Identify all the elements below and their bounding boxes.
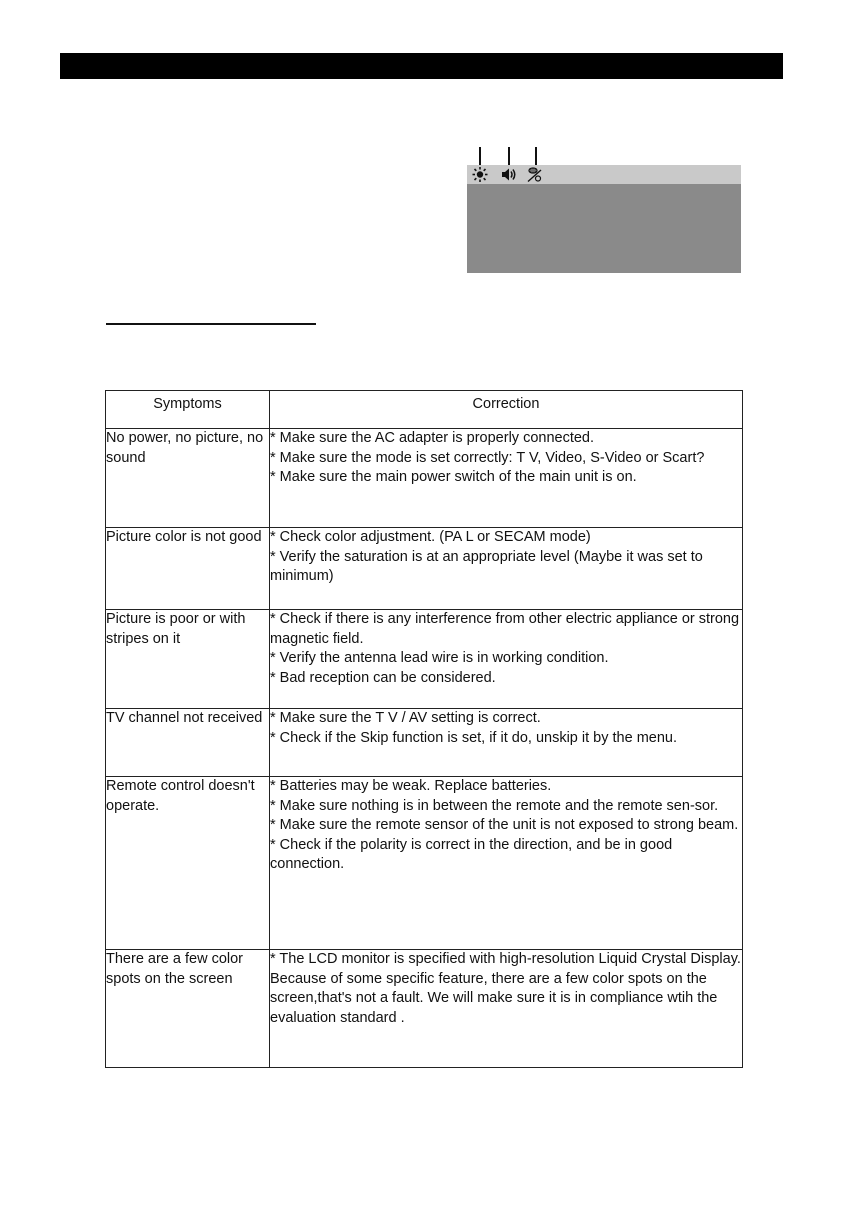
correction-line: * Verify the saturation is at an appropriate level (Maybe it was set to minimum) (270, 548, 703, 584)
column-header-correction: Correction (270, 391, 743, 429)
correction-cell (270, 777, 743, 950)
correction-line: * Bad reception can be considered. (270, 669, 496, 686)
section-heading-underline (106, 323, 316, 325)
correction-line: * Check color adjustment. (PA L or SECAM mode) (270, 529, 591, 545)
correction-line: * Make sure the remote sensor of the unit is not exposed to strong beam. (270, 817, 739, 833)
correction-line: * Make sure nothing is in between the remote and the remote sen-sor. (270, 797, 719, 814)
volume-icon (500, 166, 518, 183)
correction-line: * Check if the polarity is correct in the direction, and be in good connection. (270, 836, 673, 872)
table-row (106, 950, 743, 1068)
correction-line: Because of some specific feature, there are a few color spots on the screen,that's not a fault. We will make sure it is in compliance wtih the evaluation standard . (270, 970, 718, 1026)
correction-line: * Verify the antenna lead wire is in working condition. (270, 650, 609, 666)
correction-line: * Batteries may be weak. Replace batteries. (270, 778, 552, 794)
table-row (106, 528, 743, 610)
table-row (106, 709, 743, 777)
symptom-cell: Picture is poor or with stripes on it (106, 610, 270, 709)
symptom-cell: Picture color is not good (106, 528, 270, 610)
correction-line: * Check if there is any interference from other electric appliance or strong magnetic field. (270, 611, 740, 647)
pointer-line (508, 147, 510, 165)
table-row (106, 610, 743, 709)
table-header-row (106, 391, 743, 429)
correction-line: * Make sure the mode is set correctly: T V, Video, S-Video or Scart? (270, 449, 705, 466)
table-row (106, 777, 743, 950)
correction-line: * Make sure the AC adapter is properly connected. (270, 430, 595, 446)
correction-cell (270, 950, 743, 1068)
correction-line: * Check if the Skip function is set, if it do, unskip it by the menu. (270, 729, 678, 746)
correction-line: * The LCD monitor is specified with high-resolution Liquid Crystal Display. (270, 951, 741, 967)
osd-pointer-lines (467, 147, 567, 165)
correction-cell (270, 610, 743, 709)
mute-icon (526, 166, 544, 183)
correction-cell (270, 429, 743, 528)
correction-cell (270, 528, 743, 610)
column-header-symptoms: Symptoms (106, 391, 270, 429)
correction-cell (270, 709, 743, 777)
table-row (106, 429, 743, 528)
pointer-line (479, 147, 481, 165)
osd-screen-illustration (467, 165, 741, 273)
brightness-icon (471, 166, 489, 183)
correction-line: * Make sure the T V / AV setting is correct. (270, 710, 541, 726)
correction-line: * Make sure the main power switch of the main unit is on. (270, 469, 637, 485)
symptom-cell: Remote control doesn't operate. (106, 777, 270, 950)
symptom-cell: No power, no picture, no sound (106, 429, 270, 528)
header-bar (60, 53, 783, 79)
osd-status-strip (467, 165, 741, 184)
pointer-line (535, 147, 537, 165)
troubleshooting-table (105, 390, 743, 1068)
symptom-cell: There are a few color spots on the screen (106, 950, 270, 1068)
symptom-cell: TV channel not received (106, 709, 270, 777)
